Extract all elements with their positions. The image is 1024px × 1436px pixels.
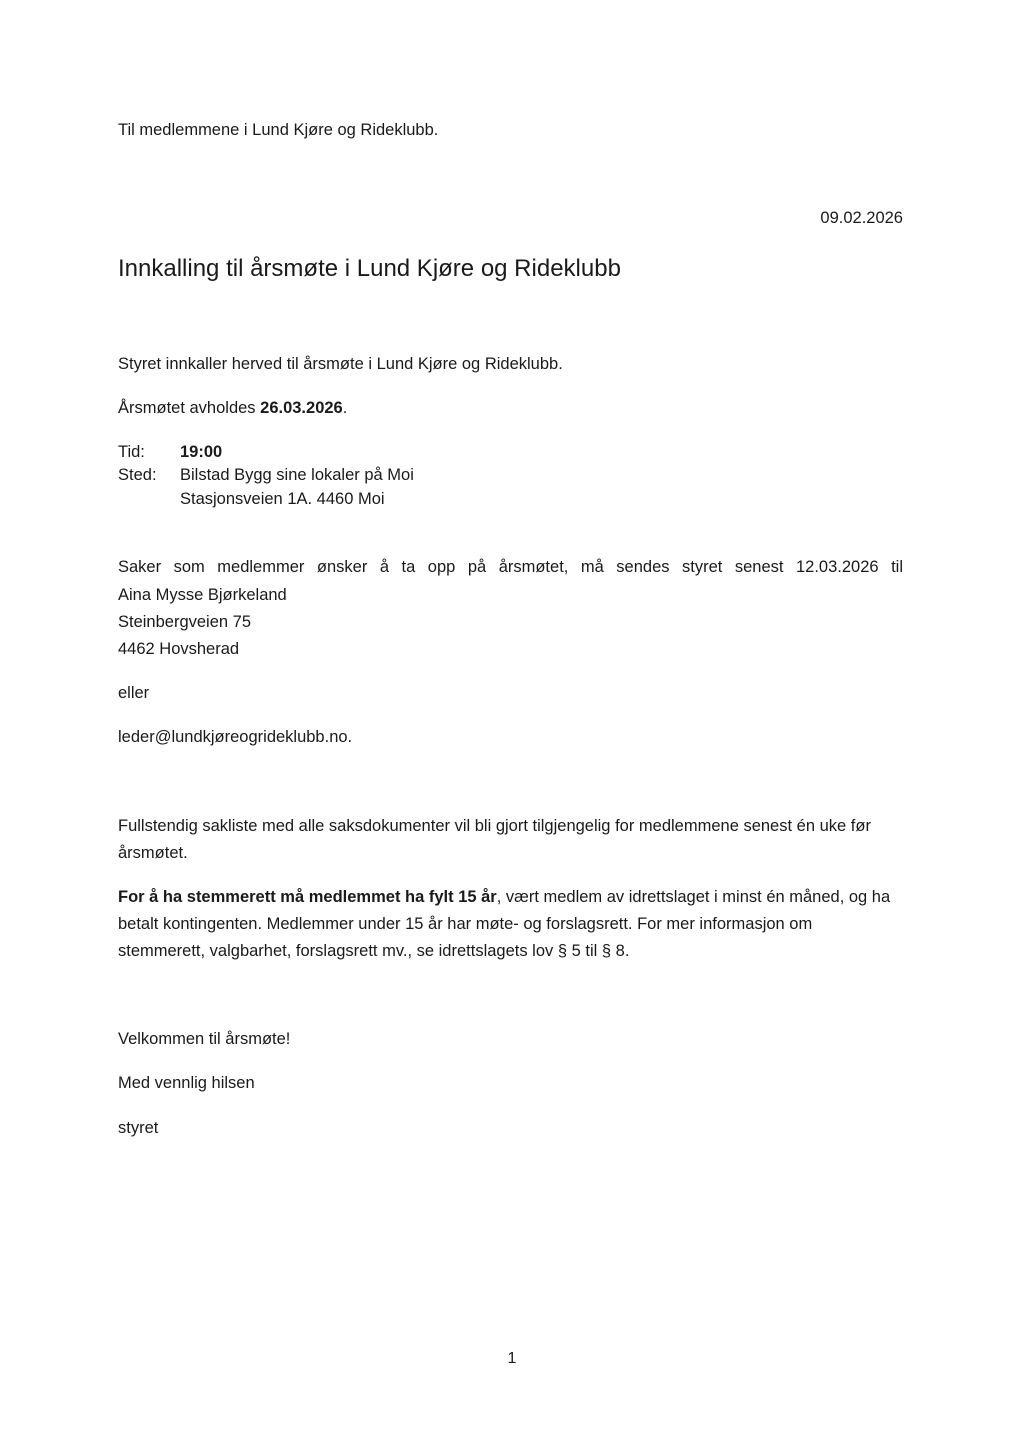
voting-rights-bold: For å ha stemmerett må medlemmet ha fylt 15 år xyxy=(118,888,497,906)
signature: styret xyxy=(118,1119,159,1137)
place-line-1: Bilstad Bygg sine lokaler på Moi xyxy=(180,466,414,484)
agenda-text: Fullstendig sakliste med alle saksdokumenter vil bli gjort tilgjengelig for medlemmene senest én uke før årsmøtet. xyxy=(118,817,871,862)
meeting-date-value: 26.03.2026 xyxy=(260,399,343,417)
meeting-date-line xyxy=(118,398,347,418)
time-value: 19:00 xyxy=(180,443,223,461)
welcome-text: Velkommen til årsmøte! xyxy=(118,1030,291,1048)
time-label: Tid: xyxy=(118,443,145,461)
regards-text: Med vennlig hilsen xyxy=(118,1074,255,1092)
contact-postal: 4462 Hovsherad xyxy=(118,640,240,658)
contact-email: leder@lundkjøreogrideklubb.no. xyxy=(118,728,353,746)
page-title: Innkalling til årsmøte i Lund Kjøre og Rideklubb xyxy=(118,255,621,282)
voting-rights-rest: , vært medlem av idrettslaget i minst én måned, og ha betalt kontingenten. Medlemmer under 15 år har møte- og forslagsrett. For mer informasjon om stemmerett, valgbarhet, forslagsrett mv., se idrettslagets lov § 5 til § 8. xyxy=(118,888,891,960)
page-number: 1 xyxy=(507,1350,517,1367)
intro-text: Styret innkaller herved til årsmøte i Lund Kjøre og Rideklubb. xyxy=(118,355,563,373)
submission-text: Saker som medlemmer ønsker å ta opp på årsmøtet, må sendes styret senest 12.03.2026 til xyxy=(118,558,903,576)
meeting-date-suffix: . xyxy=(342,399,348,417)
or-text: eller xyxy=(118,684,150,702)
recipient-line: Til medlemmene i Lund Kjøre og Rideklubb. xyxy=(118,121,439,139)
contact-street: Steinbergveien 75 xyxy=(118,613,252,631)
contact-name: Aina Mysse Bjørkeland xyxy=(118,586,287,604)
place-line-2: Stasjonsveien 1A. 4460 Moi xyxy=(180,490,385,508)
place-label: Sted: xyxy=(118,466,157,484)
voting-rights-text xyxy=(118,884,903,965)
meeting-date-prefix: Årsmøtet avholdes xyxy=(118,399,261,417)
letter-date: 09.02.2026 xyxy=(820,209,903,227)
